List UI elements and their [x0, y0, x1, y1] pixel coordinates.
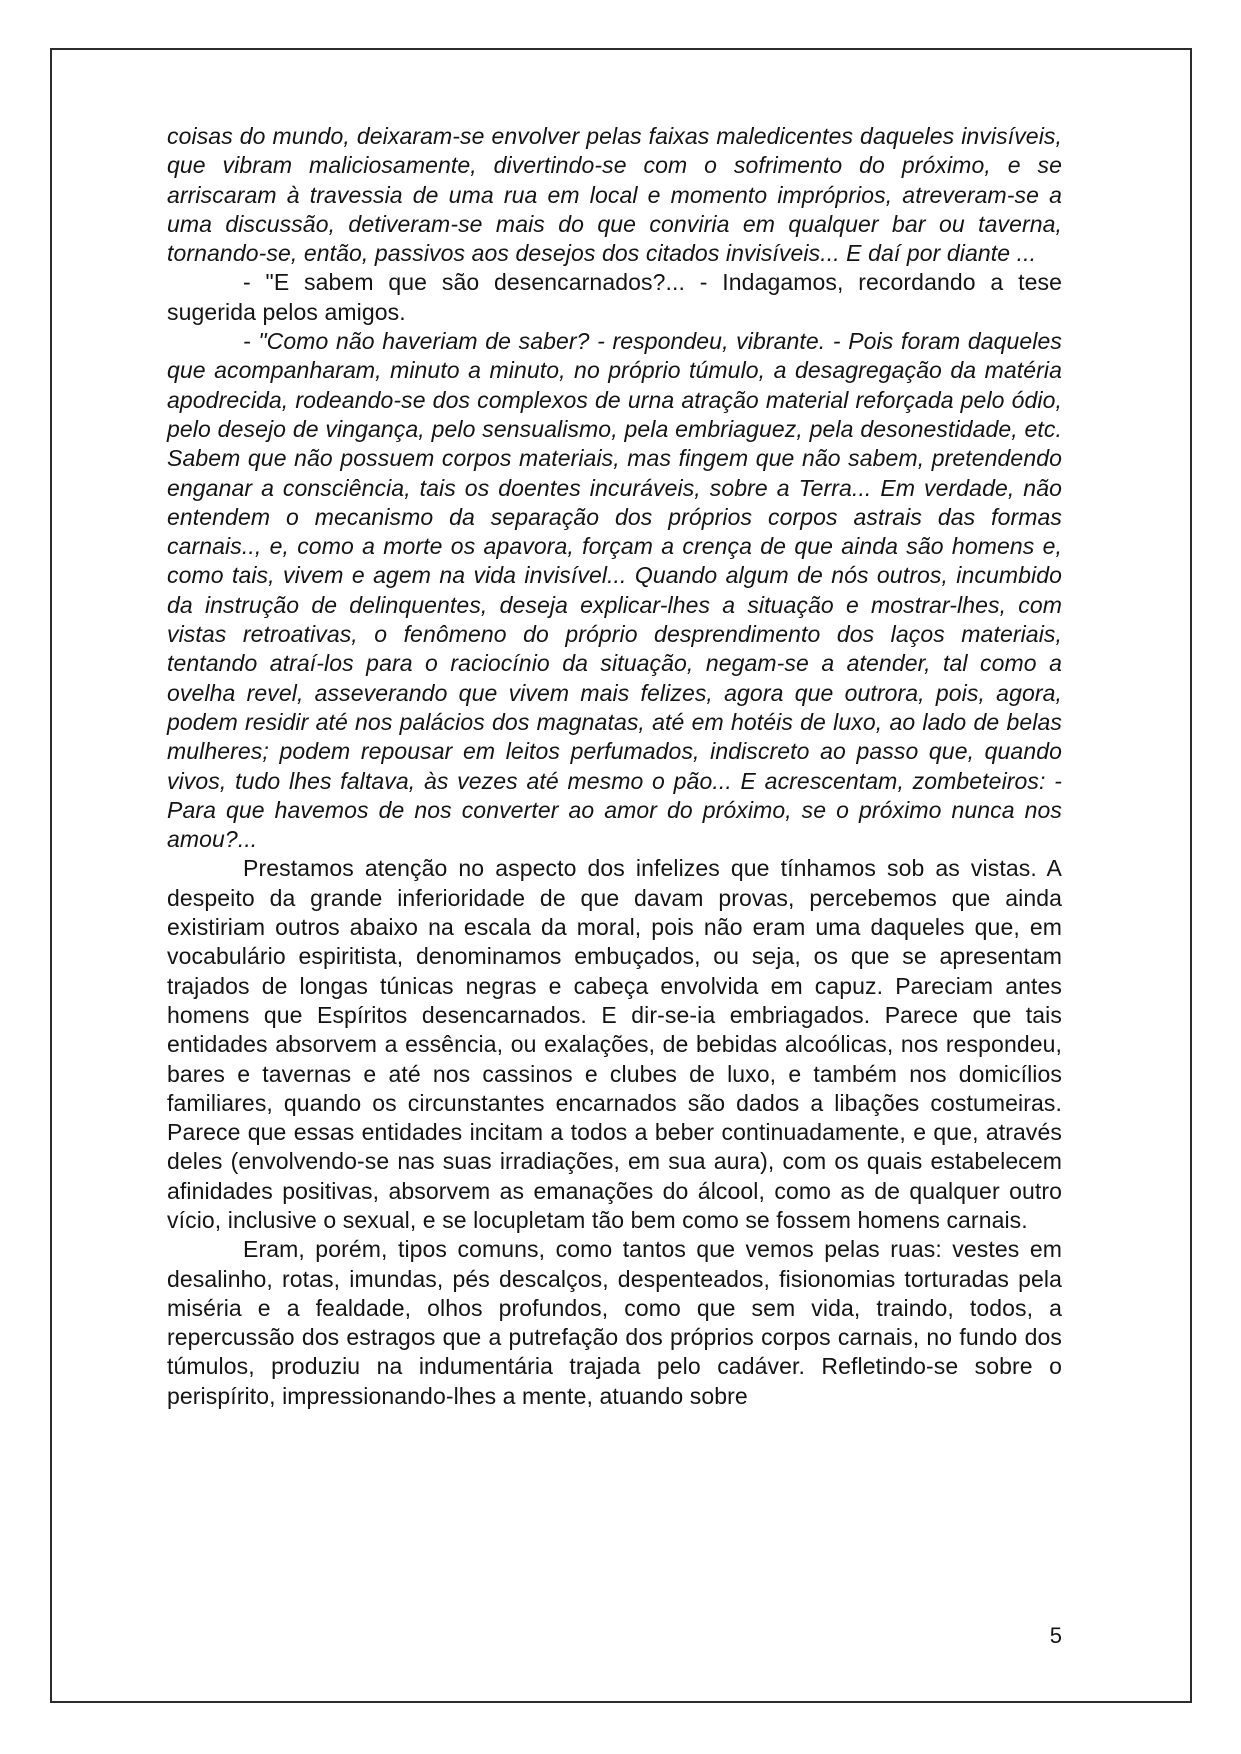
text-column	[167, 122, 1062, 1411]
paragraph-narration-2: Eram, porém, tipos comuns, como tantos que vemos pelas ruas: vestes em desalinho, rotas, imundas, pés descalços, despenteados, fisionomias torturadas pela miséria e a fealdade, olhos profundos, como que sem vida, traindo, todos, a repercussão dos estragos que a putrefação dos próprios corpos carnais, no fundo dos túmulos, produziu na indumentária trajada pelo cadáver. Refletindo-se sobre o perispírito, impressionando-lhes a mente, atuando sobre	[167, 1236, 1062, 1409]
paragraph-continuation: coisas do mundo, deixaram-se envolver pelas faixas maledicentes daqueles invisíveis, que vibram maliciosamente, divertindo-se com o sofrimento do próximo, e se arriscaram à travessia de uma rua em local e momento impróprios, atreveram-se a uma discussão, detiveram-se mais do que conviria em qualquer bar ou taverna, tornando-se, então, passivos aos desejos dos citados invisíveis... E daí por diante ...	[167, 123, 1062, 267]
paragraph-narration-1: Prestamos atenção no aspecto dos infelizes que tínhamos sob as vistas. A despeito da grande inferioridade de que davam provas, percebemos que ainda existiriam outros abaixo na escala da moral, pois não eram uma daqueles que, em vocabulário espiritista, denominamos embuçados, ou seja, os que se apresentam trajados de longas túnicas negras e cabeça envolvida em capuz. Pareciam antes homens que Espíritos desencarnados. E dir-se-ia embriagados. Parece que tais entidades absorvem a essência, ou exalações, de bebidas alcoólicas, nos respondeu, bares e tavernas e até nos cassinos e clubes de luxo, e também nos domicílios familiares, quando os circunstantes encarnados são dados a libações costumeiras. Parece que essas entidades incitam a todos a beber continuadamente, e que, através deles (envolvendo-se nas suas irradiações, em sua aura), com os quais estabelecem afinidades positivas, absorvem as emanações do álcool, como as de qualquer outro vício, inclusive o sexual, e se locupletam tão bem como se fossem homens carnais.	[167, 855, 1062, 1233]
page-number: 5	[1049, 1623, 1062, 1648]
paragraph-dialogue-question: - "E sabem que são desencarnados?... - Indagamos, recordando a tese sugerida pelos amigos.	[167, 269, 1062, 325]
paragraph-dialogue-reply: - "Como não haveriam de saber? - respondeu, vibrante. - Pois foram daqueles que acompanharam, minuto a minuto, no próprio túmulo, a desagregação da matéria apodrecida, rodeando-se dos complexos de urna atração material reforçada pelo ódio, pelo desejo de vingança, pelo sensualismo, pela embriaguez, pela desonestidade, etc. Sabem que não possuem corpos materiais, mas fingem que não sabem, pretendendo enganar a consciência, tais os doentes incuráveis, sobre a Terra... Em verdade, não entendem o mecanismo da separação dos próprios corpos astrais das formas carnais.., e, como a morte os apavora, forçam a crença de que ainda são homens e, como tais, vivem e agem na vida invisível... Quando algum de nós outros, incumbido da instrução de delinquentes, deseja explicar-lhes a situação e mostrar-lhes, com vistas retroativas, o fenômeno do próprio desprendimento dos laços materiais, tentando atraí-los para o raciocínio da situação, negam-se a atender, tal como a ovelha revel, asseverando que vivem mais felizes, agora que outrora, pois, agora, podem residir até nos palácios dos magnatas, até em hotéis de luxo, ao lado de belas mulheres; podem repousar em leitos perfumados, indiscreto ao passo que, quando vivos, tudo lhes faltava, às vezes até mesmo o pão... E acrescentam, zombeteiros: - Para que havemos de nos converter ao amor do próximo, se o próximo nunca nos amou?...	[167, 328, 1062, 853]
